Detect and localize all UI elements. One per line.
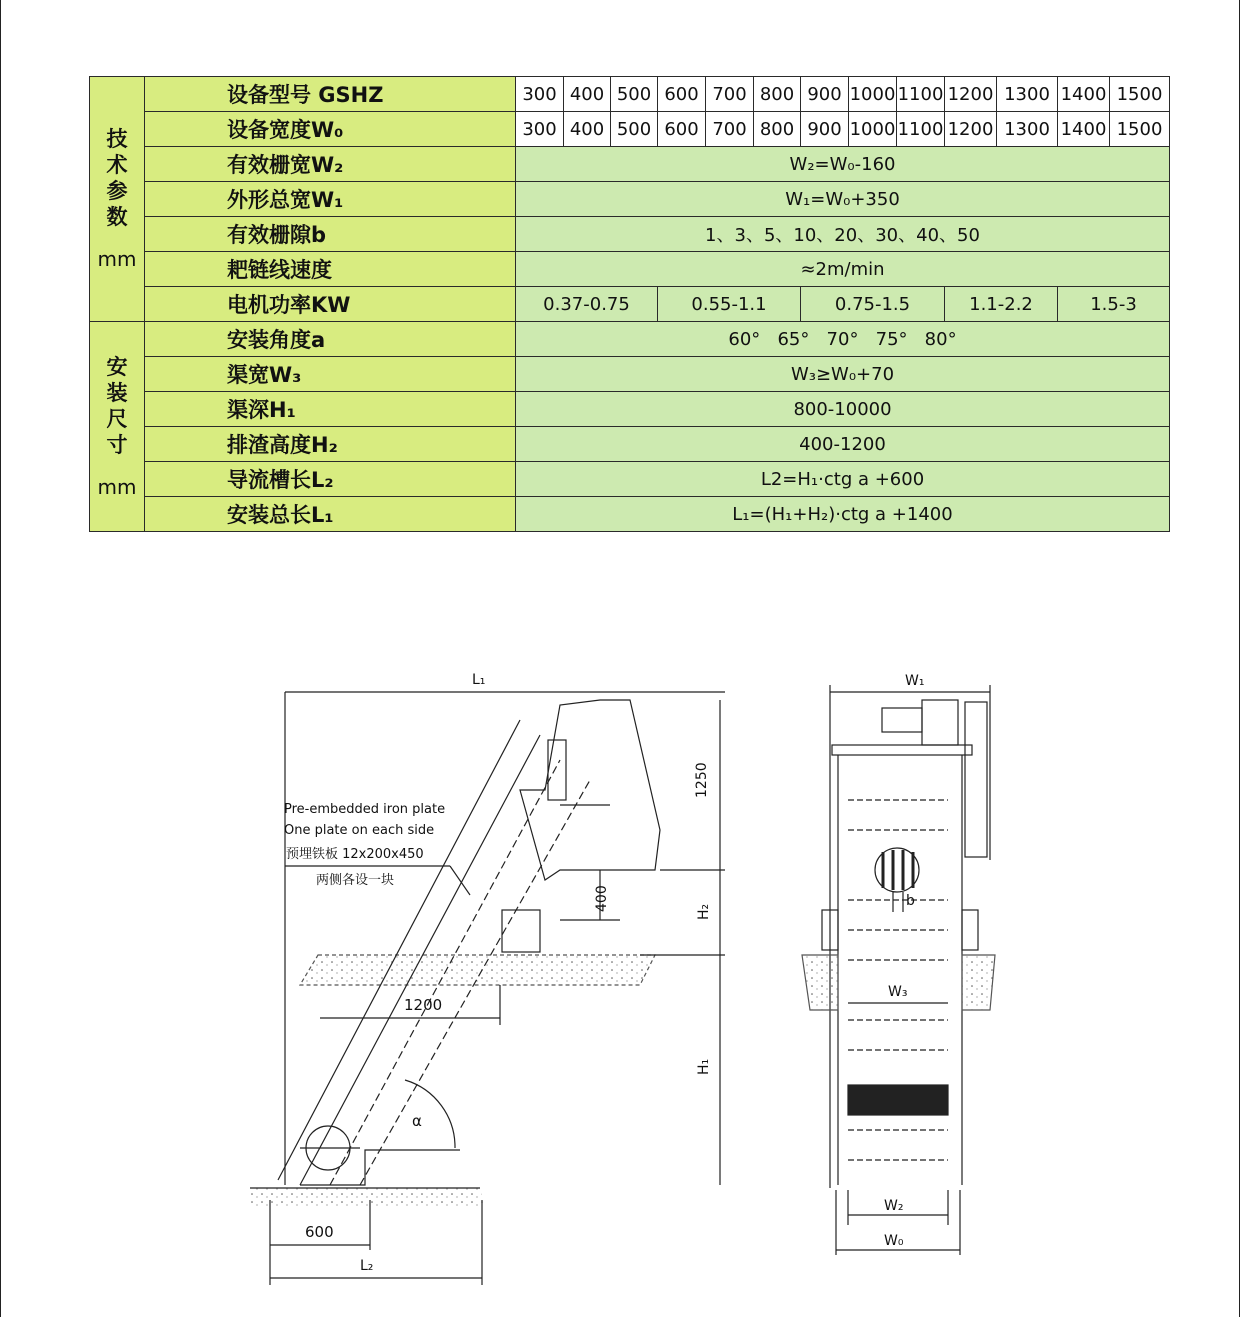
- table-row: [90, 322, 1170, 357]
- table-cell: W₂=W₀-160: [516, 147, 1170, 182]
- row-label: 外形总宽W₁: [145, 182, 516, 217]
- table-cell: 900: [801, 77, 849, 112]
- note-line-2: One plate on each side: [284, 823, 435, 838]
- table-cell: L2=H₁·ctg a +600: [516, 462, 1170, 497]
- row-label: 耙链线速度: [145, 252, 516, 287]
- table-cell: 700: [706, 77, 754, 112]
- table-cell: 1、3、5、10、20、30、40、50: [516, 217, 1170, 252]
- group-tech-params: 技 术 参 数 mm: [90, 77, 145, 322]
- row-label: 导流槽长L₂: [145, 462, 516, 497]
- table-cell: 500: [611, 112, 658, 147]
- table-cell: 400: [564, 77, 611, 112]
- dim-600: 600: [305, 1223, 334, 1241]
- angle-alpha: α: [412, 1112, 422, 1130]
- dim-L2: L₂: [360, 1258, 374, 1274]
- table-cell: 1000: [849, 77, 897, 112]
- table-cell: 1300: [997, 77, 1058, 112]
- dim-1200: 1200: [404, 996, 443, 1014]
- table-cell: 1500: [1110, 77, 1170, 112]
- table-cell: 0.75-1.5: [801, 287, 945, 322]
- table-row: [90, 217, 1170, 252]
- row-label: 排渣高度H₂: [145, 427, 516, 462]
- table-cell: 300: [516, 112, 564, 147]
- dim-W0: W₀: [884, 1233, 904, 1249]
- note-line-4: 两侧各设一块: [316, 873, 395, 888]
- table-cell: 1400: [1058, 77, 1110, 112]
- table-cell: 1300: [997, 112, 1058, 147]
- table-cell: 800: [754, 112, 801, 147]
- dim-W1: W₁: [905, 673, 925, 689]
- table-cell: 1000: [849, 112, 897, 147]
- table-cell: 0.37-0.75: [516, 287, 658, 322]
- table-cell: ≈2m/min: [516, 252, 1170, 287]
- spec-table: [89, 76, 1170, 532]
- table-row: [90, 112, 1170, 147]
- note-line-3: 预埋铁板 12x200x450: [286, 847, 424, 862]
- table-cell: 1.1-2.2: [945, 287, 1058, 322]
- row-label: 安装总长L₁: [145, 497, 516, 532]
- row-label: 渠深H₁: [145, 392, 516, 427]
- table-row: [90, 357, 1170, 392]
- table-cell: 900: [801, 112, 849, 147]
- table-row: [90, 392, 1170, 427]
- row-label: 设备型号 GSHZ: [145, 77, 516, 112]
- table-row: [90, 497, 1170, 532]
- table-cell: 1500: [1110, 112, 1170, 147]
- table-row: [90, 182, 1170, 217]
- table-cell: 700: [706, 112, 754, 147]
- front-view: [802, 685, 995, 1255]
- dim-W2: W₂: [884, 1198, 904, 1214]
- dim-W3: W₃: [888, 984, 908, 1000]
- table-cell: 500: [611, 77, 658, 112]
- table-cell: L₁=(H₁+H₂)·ctg a +1400: [516, 497, 1170, 532]
- table-cell: 800: [754, 77, 801, 112]
- table-cell: 600: [658, 112, 706, 147]
- note-line-1: Pre-embedded iron plate: [284, 802, 446, 817]
- table-cell: W₃≥W₀+70: [516, 357, 1170, 392]
- table-cell: 600: [658, 77, 706, 112]
- table-row: [90, 462, 1170, 497]
- table-row: [90, 252, 1170, 287]
- dim-H1: H₁: [696, 1058, 712, 1075]
- table-cell: 1400: [1058, 112, 1110, 147]
- front-view-labels: [884, 673, 924, 1249]
- table-row: [90, 77, 1170, 112]
- table-cell: 300: [516, 77, 564, 112]
- table-cell: 400: [564, 112, 611, 147]
- row-label: 安装角度a: [145, 322, 516, 357]
- table-cell: 1.5-3: [1058, 287, 1170, 322]
- table-cell: 800-10000: [516, 392, 1170, 427]
- group-install-dims: 安 装 尺 寸 mm: [90, 322, 145, 532]
- dim-L1: L₁: [472, 672, 486, 688]
- table-row: [90, 147, 1170, 182]
- table-cell: 60° 65° 70° 75° 80°: [516, 322, 1170, 357]
- row-label: 电机功率KW: [145, 287, 516, 322]
- table-cell: W₁=W₀+350: [516, 182, 1170, 217]
- dim-1250: 1250: [694, 762, 710, 798]
- dim-b: b: [906, 893, 915, 909]
- dim-H2: H₂: [696, 903, 712, 920]
- table-cell: 1200: [945, 77, 997, 112]
- table-row: [90, 287, 1170, 322]
- table-cell: 400-1200: [516, 427, 1170, 462]
- row-label: 设备宽度W₀: [145, 112, 516, 147]
- table-cell: 1100: [897, 77, 945, 112]
- side-view: [250, 692, 725, 1285]
- dim-400: 400: [594, 885, 610, 912]
- table-cell: 1100: [897, 112, 945, 147]
- table-cell: 0.55-1.1: [658, 287, 801, 322]
- table-cell: 1200: [945, 112, 997, 147]
- row-label: 渠宽W₃: [145, 357, 516, 392]
- row-label: 有效栅宽W₂: [145, 147, 516, 182]
- row-label: 有效栅隙b: [145, 217, 516, 252]
- engineering-drawing: [240, 660, 1020, 1300]
- table-row: [90, 427, 1170, 462]
